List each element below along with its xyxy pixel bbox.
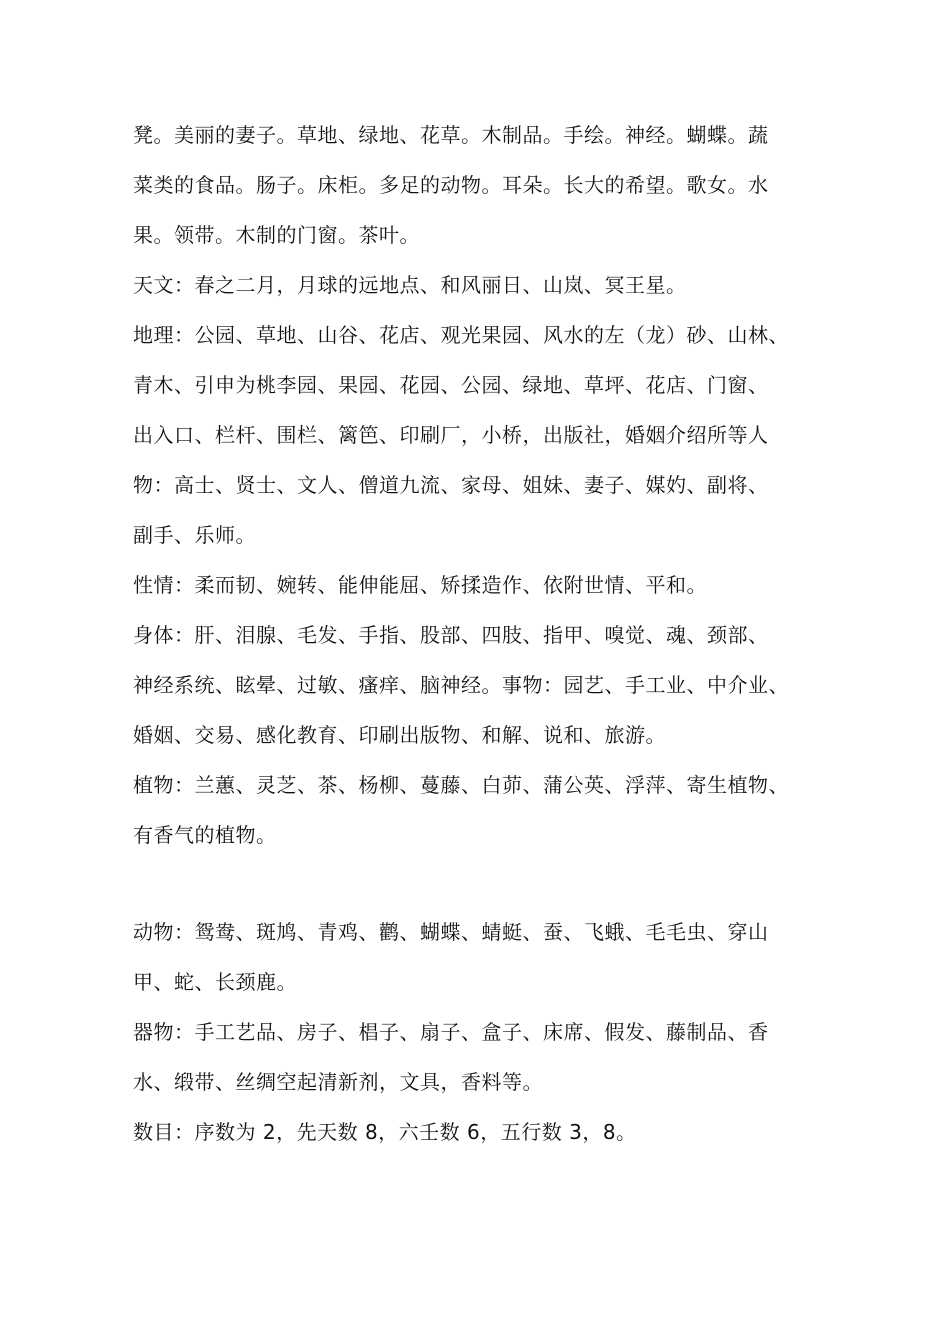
text-line: 植物：兰蕙、灵芝、茶、杨柳、蔓藤、白茆、蒲公英、浮萍、寄生植物、 [133, 773, 789, 797]
text-line: 地理：公园、草地、山谷、花店、观光果园、风水的左（龙）砂、山林、 [133, 323, 789, 347]
text-line: 动物：鸳鸯、斑鸠、青鸡、鹳、蝴蝶、蜻蜓、蚕、飞蛾、毛毛虫、穿山 [133, 920, 769, 944]
text-line: 身体：肝、泪腺、毛发、手指、股部、四肢、指甲、嗅觉、魂、颈部、 [133, 623, 769, 647]
text-line: 婚姻、交易、感化教育、印刷出版物、和解、说和、旅游。 [133, 723, 666, 747]
text-line: 性情：柔而韧、婉转、能伸能屈、矫揉造作、依附世情、平和。 [133, 573, 707, 597]
text-line: 凳。美丽的妻子。草地、绿地、花草。木制品。手绘。神经。蝴蝶。蔬 [133, 123, 769, 147]
text-line: 有香气的植物。 [133, 823, 277, 847]
text-line: 果。领带。木制的门窗。茶叶。 [133, 223, 420, 247]
text-line: 器物：手工艺品、房子、椙子、扇子、盒子、床席、假发、藤制品、香 [133, 1020, 769, 1044]
text-line: 菜类的食品。肠子。床柜。多足的动物。耳朵。长大的希望。歌女。水 [133, 173, 769, 197]
text-line: 神经系统、眩晕、过敏、瘙痒、脑神经。事物：园艺、手工业、中介业、 [133, 673, 789, 697]
text-line: 水、缎带、丝绸空起清新剂，文具，香料等。 [133, 1070, 543, 1094]
text-line: 物：高士、贤士、文人、僧道九流、家母、姐妹、妻子、媒妁、副将、 [133, 473, 769, 497]
text-line: 青木、引申为桃李园、果园、花园、公园、绿地、草坪、花店、门窗、 [133, 373, 769, 397]
text-line: 甲、蛇、长颈鹿。 [133, 970, 297, 994]
text-line: 天文：春之二月，月球的远地点、和风丽日、山岚、冥王星。 [133, 273, 687, 297]
text-line: 副手、乐师。 [133, 523, 256, 547]
text-line: 出入口、栏杆、围栏、篱笆、印刷厂，小桥，出版社，婚姻介绍所等人 [133, 423, 769, 447]
text-line: 数目：序数为 2，先天数 8，六壬数 6，五行数 3，8。 [133, 1120, 637, 1144]
